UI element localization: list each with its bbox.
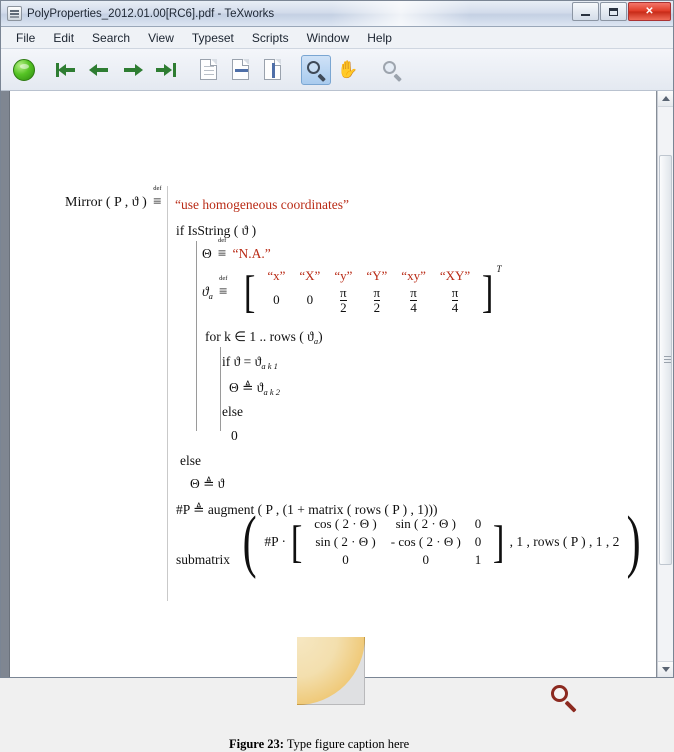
figure-caption	[229, 737, 529, 752]
theta-na-line	[202, 237, 271, 263]
scroll-down-button[interactable]	[658, 661, 673, 677]
magnifier-cursor-icon	[551, 685, 581, 715]
magnify-tool-button[interactable]	[301, 55, 331, 85]
last-page-icon	[152, 60, 176, 80]
if-equal-line: if $ϑ = ϑ_{a k 1}$	[222, 354, 278, 371]
lookup-matrix-table	[260, 267, 477, 315]
scroll-down-icon	[662, 667, 670, 672]
vertical-scrollbar[interactable]	[657, 91, 673, 677]
next-page-button[interactable]	[117, 55, 147, 85]
scroll-thumb[interactable]	[659, 155, 672, 565]
scroll-track[interactable]	[658, 107, 673, 661]
frac-cell: $\frac{\pi}{2}$	[373, 285, 381, 315]
maximize-button[interactable]	[600, 2, 627, 21]
arrow-left-icon	[88, 60, 112, 80]
submatrix-label: submatrix	[176, 552, 230, 567]
rotation-matrix-table	[307, 515, 488, 569]
pdf-page[interactable]	[10, 91, 657, 751]
scroll-up-icon	[662, 96, 670, 101]
theta-eq-vartheta-text: Θ ≜ ϑ	[190, 476, 225, 491]
vartheta-symbol: ϑ	[202, 284, 209, 299]
page-icon	[200, 59, 217, 80]
minimize-icon	[581, 14, 590, 16]
if-block-rule	[196, 241, 197, 431]
for-loop-line: for k ∈ 1 .. rows ( $ϑ_a$)	[205, 329, 323, 346]
lookup-matrix	[242, 264, 502, 315]
page-fit-width-icon	[232, 59, 249, 80]
menu-typeset[interactable]: Typeset	[191, 30, 234, 45]
right-paren: )	[627, 502, 642, 580]
table-row: cos ( 2 · Θ ) sin ( 2 · Θ ) 0	[314, 516, 482, 531]
magnifier-select-icon	[381, 59, 403, 81]
figure-caption-text: Type figure caption here	[286, 737, 410, 751]
fit-page-button[interactable]	[193, 55, 223, 85]
document-icon	[7, 6, 22, 21]
last-page-button[interactable]	[149, 55, 179, 85]
def-equals-icon: def ≡	[153, 185, 162, 210]
submatrix-args: , 1 , rows ( P ) , 1 , 2	[509, 534, 620, 549]
table-row: 0 0 $\frac{\pi}{2}$ $\frac{\pi}{2}$ $\frac{\pi}{4}$ $\frac{\pi}{4}$	[260, 285, 477, 315]
right-bracket-2: ]	[493, 516, 505, 568]
hand-icon: ✋	[337, 60, 359, 79]
page-fit-height-icon	[264, 59, 281, 80]
use-homogeneous-string: “use homogeneous coordinates”	[175, 197, 349, 212]
arrow-right-icon	[120, 60, 144, 80]
previous-page-button[interactable]	[85, 55, 115, 85]
tool-bar	[1, 49, 673, 91]
inner-else-value: 0	[231, 428, 238, 443]
pan-tool-button[interactable]	[333, 55, 363, 85]
definition-left-rule	[167, 186, 168, 601]
mirror-head-text: Mirror ( P , ϑ )	[65, 195, 147, 210]
menu-window[interactable]: Window	[306, 30, 350, 45]
typeset-button[interactable]	[9, 55, 39, 85]
outer-else: else	[180, 453, 201, 468]
menu-search[interactable]: Search	[92, 30, 131, 45]
vartheta-a-assign: $ϑ_a$ def ≡	[202, 284, 230, 301]
def-equals-icon-2: def ≡	[217, 237, 227, 262]
frac-cell: $\frac{\pi}{4}$	[410, 285, 417, 315]
figure-graphic	[229, 637, 410, 751]
na-string: “N.A.”	[232, 246, 271, 261]
menu-help[interactable]: Help	[367, 30, 392, 45]
title-bar-glare	[331, 1, 471, 26]
scroll-grip-icon	[664, 356, 671, 357]
table-row: “x” “X” “y” “Y” “xy” “XY”	[267, 268, 471, 284]
window-title: PolyProperties_2012.01.00[RC6].pdf - TeXworks	[27, 7, 275, 20]
minimize-button[interactable]	[572, 2, 599, 21]
first-page-button[interactable]	[53, 55, 83, 85]
hashp-text: #P ≜ augment ( P , (1 + matrix ( rows ( P ) , 1)))	[176, 502, 438, 517]
for-block-rule	[220, 347, 221, 431]
def-equals-icon-3: def ≡	[219, 275, 228, 300]
theta-eq-vartheta-line	[190, 476, 225, 492]
right-bracket: ]	[482, 265, 494, 317]
fit-height-button[interactable]	[257, 55, 287, 85]
menu-bar	[1, 27, 673, 49]
transpose-exponent: T	[496, 264, 502, 274]
theta-assign-line: Θ ≜ $ϑ_{a k 2}$	[229, 380, 281, 397]
viewer-left-gutter	[1, 91, 10, 677]
first-page-icon	[56, 60, 80, 80]
menu-file[interactable]: File	[16, 30, 36, 45]
menu-scripts[interactable]: Scripts	[251, 30, 289, 45]
left-bracket-2: [	[290, 516, 303, 568]
menu-view[interactable]: View	[148, 30, 174, 45]
pdf-viewer[interactable]	[1, 91, 673, 751]
scroll-up-button[interactable]	[658, 91, 673, 107]
fit-width-button[interactable]	[225, 55, 255, 85]
theta-assign-text: Θ ≜ ϑ	[229, 380, 264, 395]
inner-else: else	[222, 404, 243, 419]
figure-caption-number: Figure 23:	[229, 737, 284, 751]
theta-symbol: Θ	[202, 246, 212, 261]
table-row: 0 0 1	[342, 552, 482, 567]
if-equal-text: if ϑ = ϑ	[222, 354, 262, 369]
mirror-definition-head	[65, 185, 164, 211]
if-isstring-line: if IsString ( ϑ )	[176, 223, 257, 238]
select-tool-button[interactable]	[377, 55, 407, 85]
left-paren: (	[242, 502, 257, 580]
title-bar	[1, 1, 673, 27]
left-bracket: [	[243, 265, 256, 317]
close-button[interactable]: ✕	[628, 2, 671, 21]
frac-cell: $\frac{\pi}{2}$	[340, 285, 347, 315]
green-circle-play-icon	[13, 59, 35, 81]
for-loop-text: for k ∈ 1 .. rows ( ϑ	[205, 329, 314, 344]
maximize-icon	[609, 8, 618, 16]
magnifier-icon	[305, 59, 327, 81]
menu-edit[interactable]: Edit	[53, 30, 75, 45]
window-controls	[572, 2, 671, 21]
hashp-dot: #P ·	[264, 534, 286, 549]
frac-cell: $\frac{\pi}{4}$	[451, 285, 459, 315]
table-row: sin ( 2 · Θ ) - cos ( 2 · Θ ) 0	[315, 534, 482, 549]
